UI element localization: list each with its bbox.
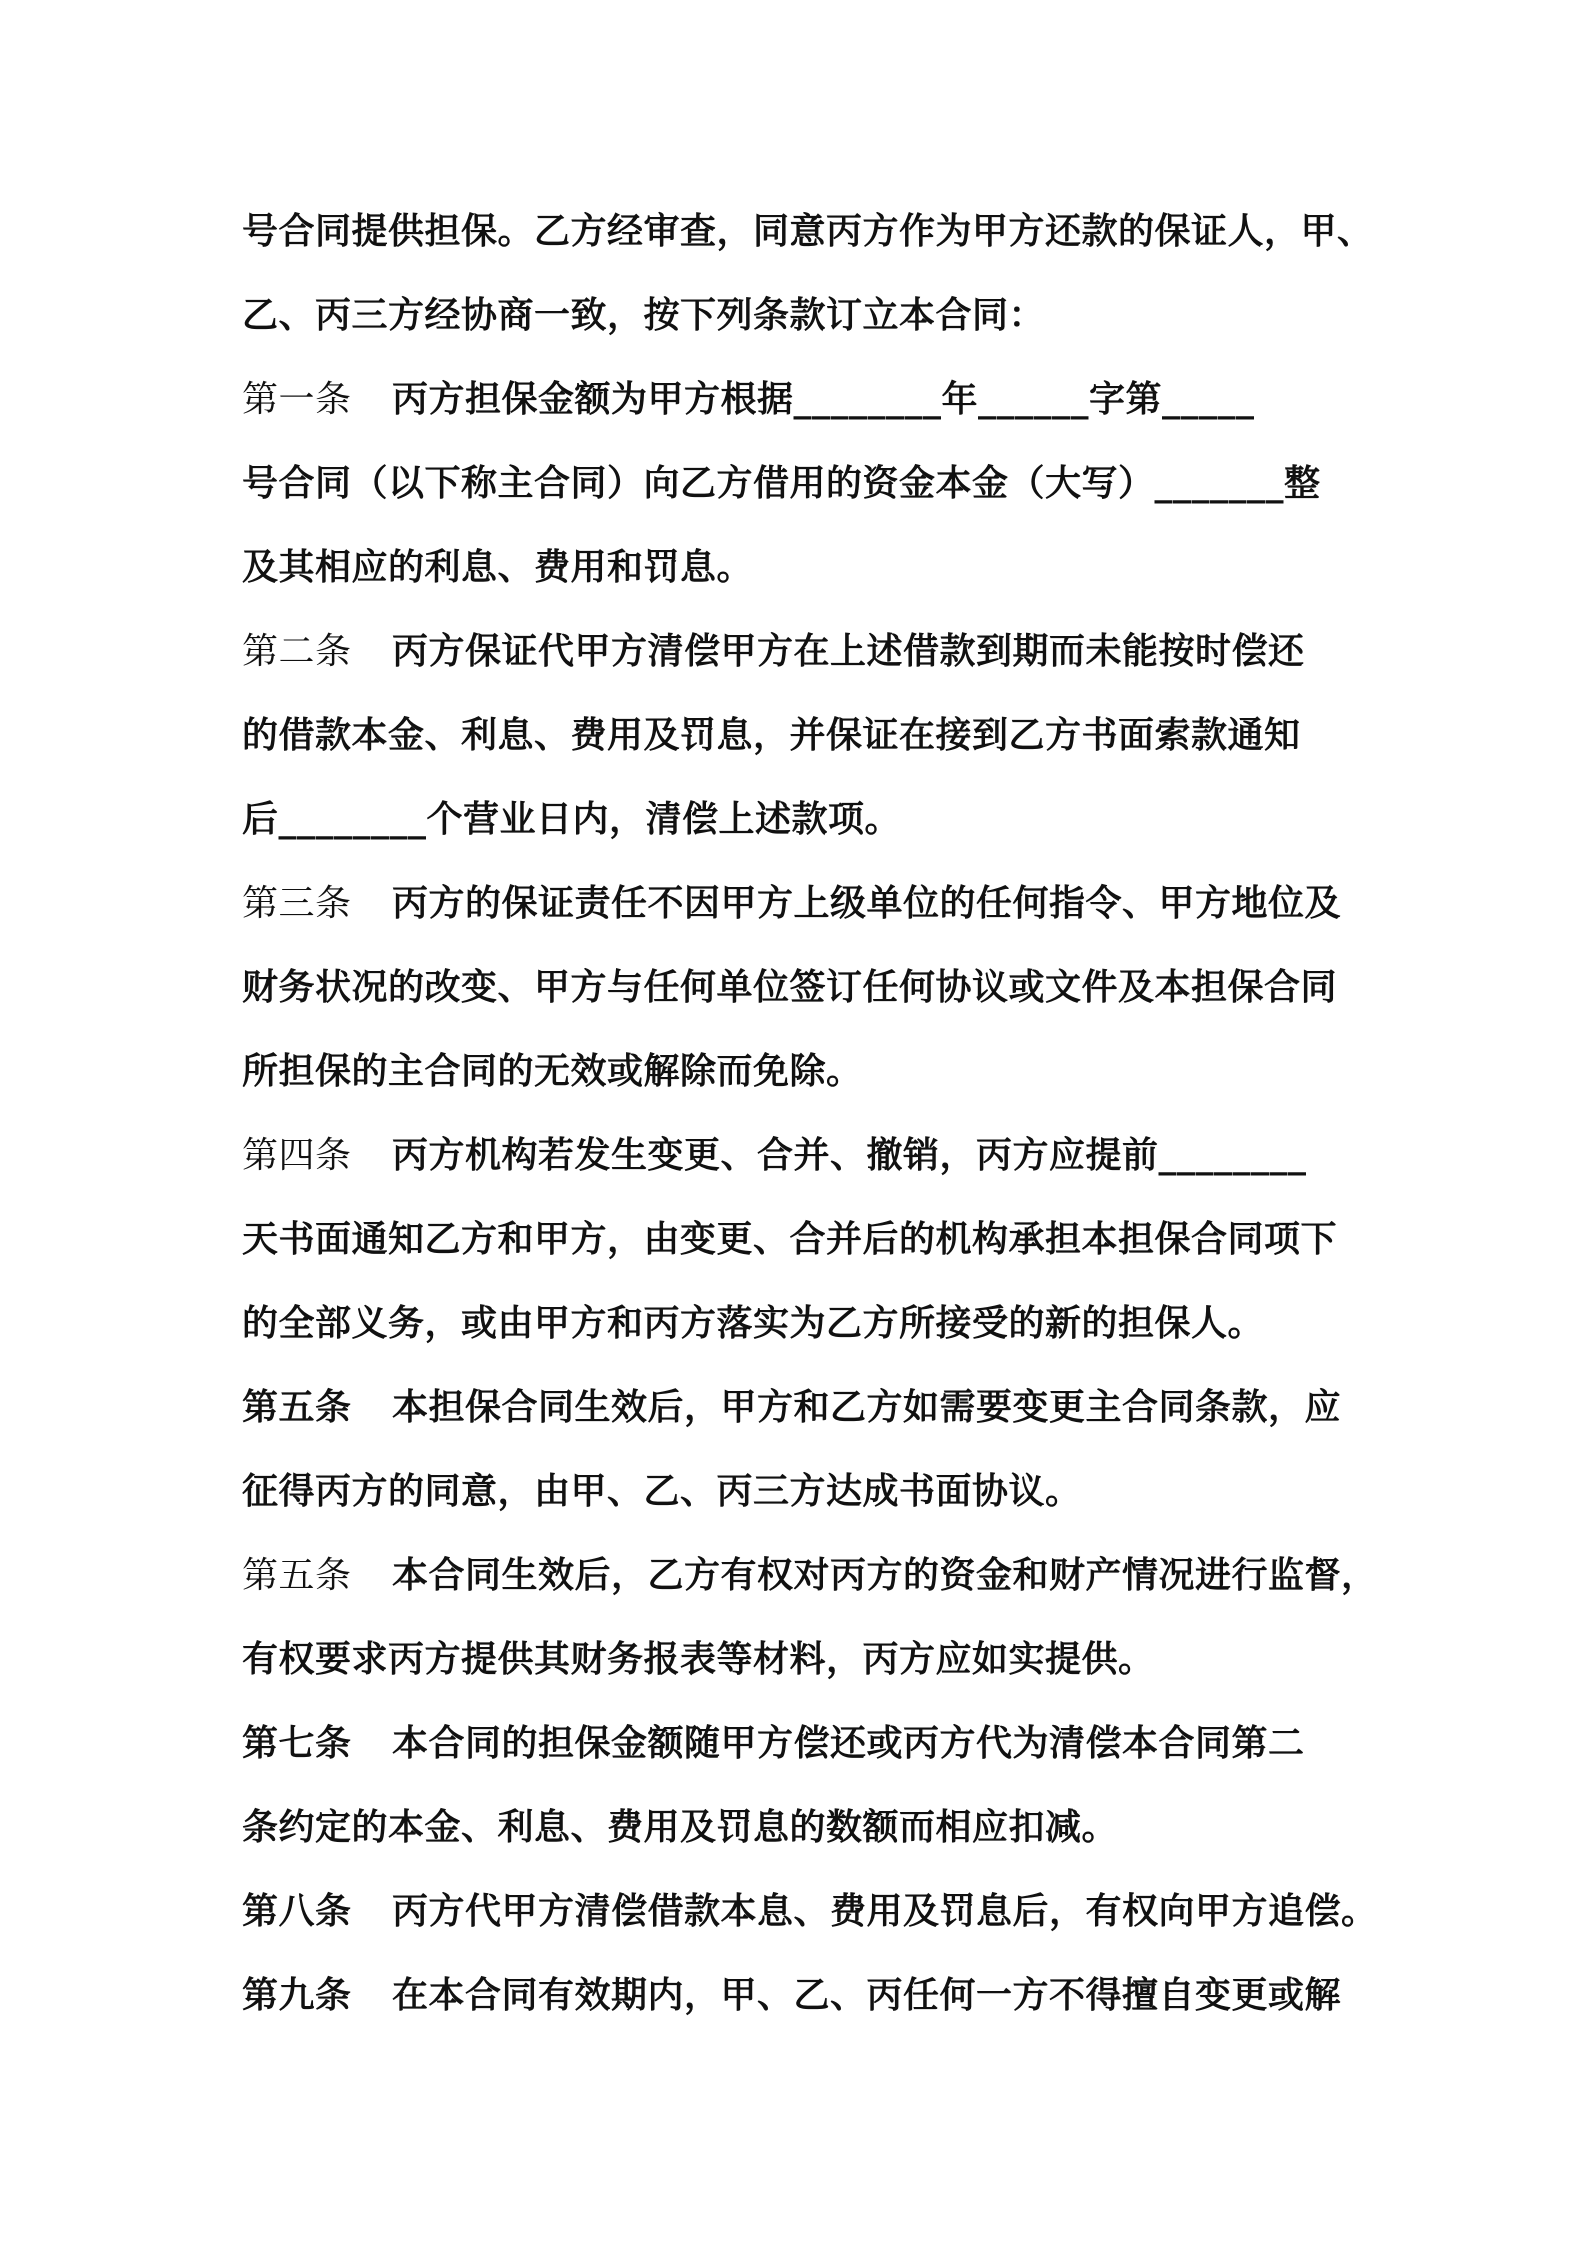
line-text: 后________个营业日内，清偿上述款项。: [242, 799, 902, 840]
line-text: 丙方的保证责任不因甲方上级单位的任何指令、甲方地位及: [392, 883, 1342, 924]
article-1: [242, 358, 1372, 442]
article-label: 第九条: [242, 1975, 352, 2016]
article-2: [242, 610, 1372, 694]
line-text: 号合同提供担保。乙方经审查，同意丙方作为甲方还款的保证人，甲、: [242, 211, 1374, 252]
text-line: [242, 946, 1372, 1030]
article-5: [242, 1366, 1372, 1450]
article-label: 第五条: [242, 1387, 352, 1428]
article-label: 第七条: [242, 1723, 352, 1764]
article-8: [242, 1870, 1378, 1954]
line-text: 的借款本金、利息、费用及罚息，并保证在接到乙方书面索款通知: [242, 715, 1301, 756]
line-text: 丙方担保金额为甲方根据________年______字第_____: [392, 379, 1255, 420]
line-text: 丙方代甲方清偿借款本息、费用及罚息后，有权向甲方追偿。: [392, 1891, 1378, 1932]
line-text: 及其相应的利息、费用和罚息。: [242, 547, 754, 588]
line-text: 有权要求丙方提供其财务报表等材料，丙方应如实提供。: [242, 1639, 1155, 1680]
text-line: [242, 1450, 1372, 1534]
line-text: 在本合同有效期内，甲、乙、丙任何一方不得擅自变更或解: [392, 1975, 1342, 2016]
line-text: 本担保合同生效后，甲方和乙方如需要变更主合同条款，应: [392, 1387, 1342, 1428]
article-label: 第二条: [242, 631, 352, 672]
article-label: 第五条: [242, 1555, 352, 1596]
contract-body: [242, 190, 1378, 2038]
text-line: [242, 778, 1372, 862]
line-text: 天书面通知乙方和甲方，由变更、合并后的机构承担本担保合同项下: [242, 1219, 1338, 1260]
article-label: 第三条: [242, 883, 352, 924]
line-text: 征得丙方的同意，由甲、乙、丙三方达成书面协议。: [242, 1471, 1082, 1512]
text-line: [242, 190, 1372, 274]
text-line: [242, 442, 1372, 526]
line-text: 所担保的主合同的无效或解除而免除。: [242, 1051, 863, 1092]
article-9: [242, 1954, 1372, 2038]
text-line: [242, 1282, 1372, 1366]
line-text: 本合同生效后，乙方有权对丙方的资金和财产情况进行监督，: [392, 1555, 1378, 1596]
article-6: [242, 1534, 1378, 1618]
article-label: 第八条: [242, 1891, 352, 1932]
text-line: [242, 694, 1372, 778]
line-text: 乙、丙三方经协商一致，按下列条款订立本合同：: [242, 295, 1046, 336]
line-text: 丙方保证代甲方清偿甲方在上述借款到期而未能按时偿还: [392, 631, 1305, 672]
line-text: 条约定的本金、利息、费用及罚息的数额而相应扣减。: [242, 1807, 1119, 1848]
text-line: [242, 274, 1372, 358]
line-text: 号合同（以下称主合同）向乙方借用的资金本金（大写）_______整: [242, 463, 1321, 504]
text-line: [242, 1030, 1372, 1114]
text-line: [242, 526, 1372, 610]
line-text: 的全部义务，或由甲方和丙方落实为乙方所接受的新的担保人。: [242, 1303, 1265, 1344]
text-line: [242, 1198, 1372, 1282]
article-label: 第一条: [242, 379, 352, 420]
text-line: [242, 1786, 1372, 1870]
line-text: 本合同的担保金额随甲方偿还或丙方代为清偿本合同第二: [392, 1723, 1305, 1764]
article-label: 第四条: [242, 1135, 352, 1176]
article-3: [242, 862, 1372, 946]
article-7: [242, 1702, 1372, 1786]
text-line: [242, 1618, 1372, 1702]
line-text: 财务状况的改变、甲方与任何单位签订任何协议或文件及本担保合同: [242, 967, 1338, 1008]
line-text: 丙方机构若发生变更、合并、撤销，丙方应提前________: [392, 1135, 1307, 1176]
article-4: [242, 1114, 1372, 1198]
